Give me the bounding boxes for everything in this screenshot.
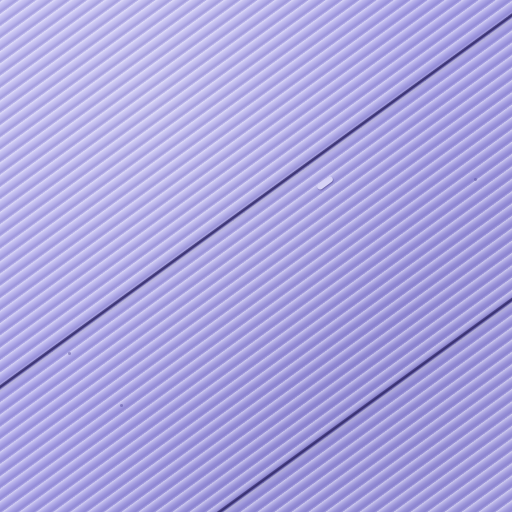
surface-speck [120, 404, 123, 407]
surface-speck [474, 178, 477, 181]
surface-speck [68, 352, 71, 355]
